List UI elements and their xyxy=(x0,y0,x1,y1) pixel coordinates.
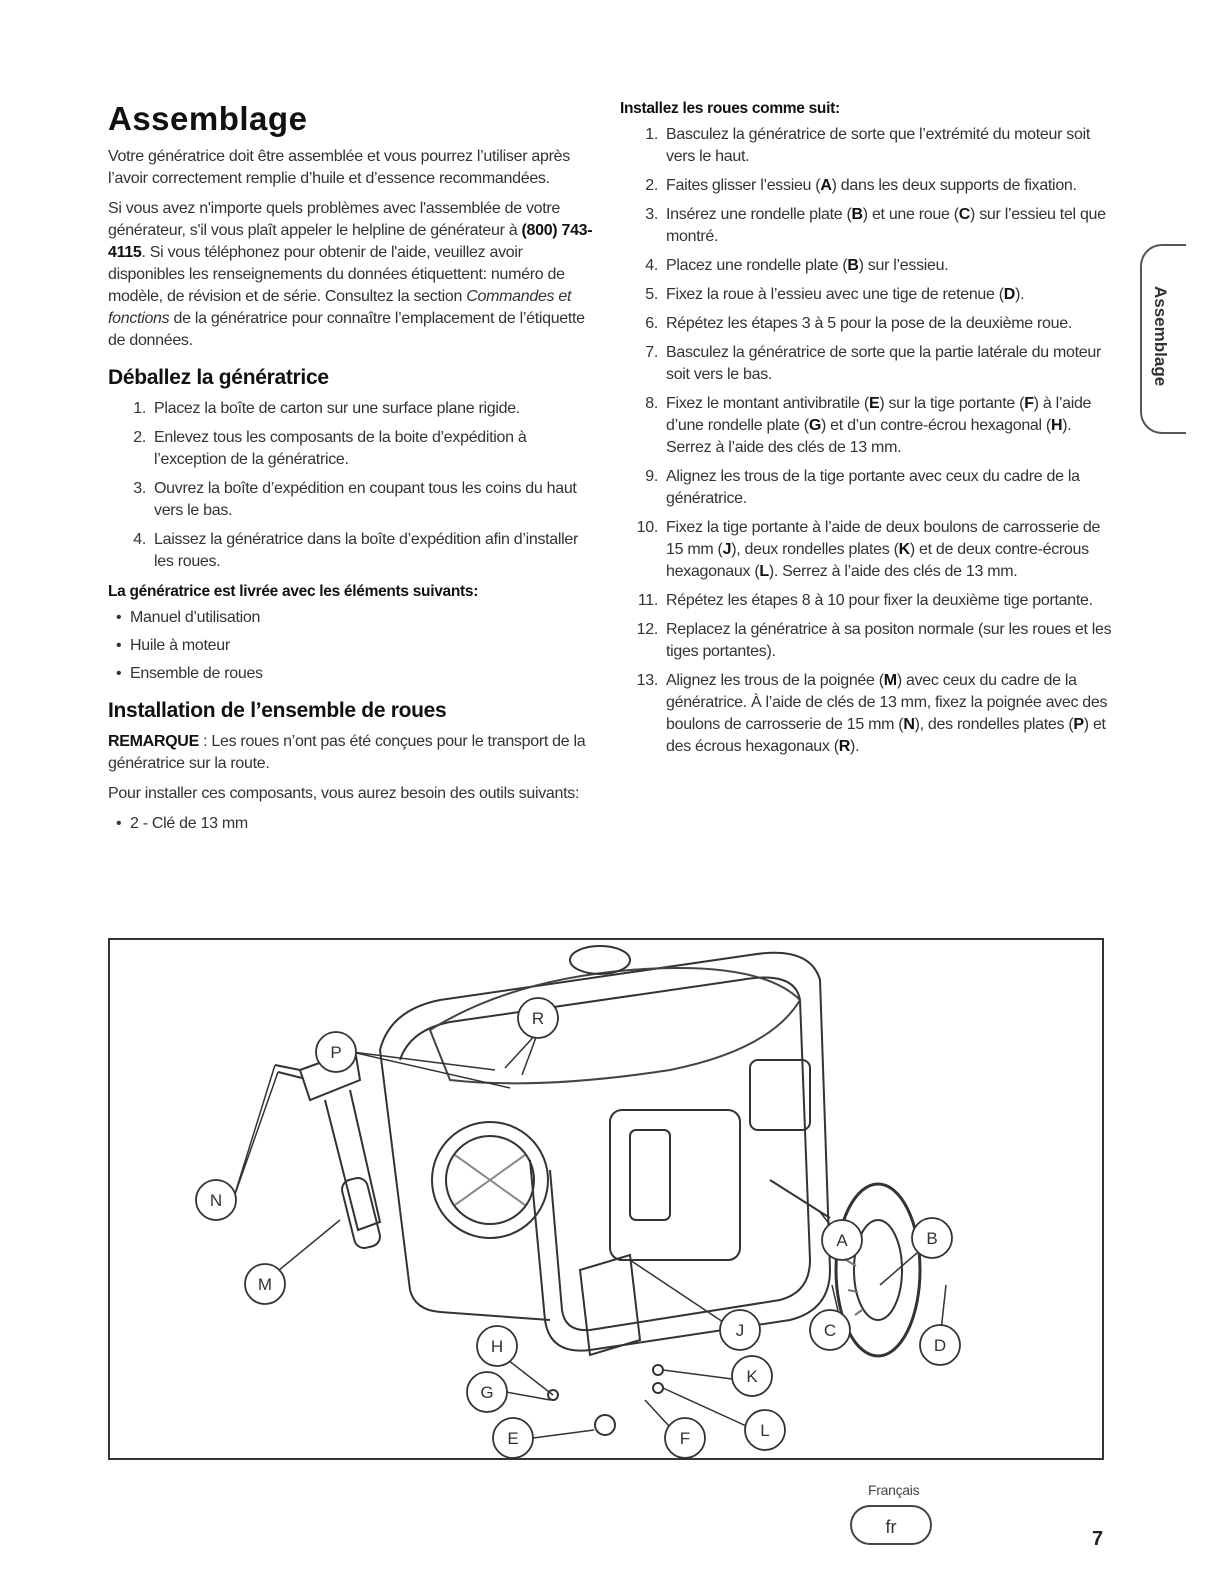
callout-M xyxy=(245,1264,285,1304)
callout-J xyxy=(720,1310,760,1350)
svg-text:E: E xyxy=(507,1429,519,1448)
list-item: 1. Placez la boîte de carton sur une surface plane rigide. xyxy=(133,400,520,417)
list-item: • Manuel d’utilisation xyxy=(108,607,596,629)
note-paragraph: REMARQUE : Les roues n’ont pas été conçues pour le transport de la génératrice sur la route. xyxy=(108,733,586,772)
tools-list xyxy=(108,813,596,835)
callout-A xyxy=(822,1220,862,1260)
list-item: 10. Fixez la tige portante à l’aide de deux boulons de carrosserie de 15 mm (J), deux rondelles plates (K) et de deux contre-écrous hexagonaux (L). Serrez à l’aide des clés de 13 mm. xyxy=(636,519,1101,580)
callout-L xyxy=(745,1410,785,1450)
generator-diagram xyxy=(110,940,1102,1458)
list-item: 7. Basculez la génératrice de sorte que la partie latérale du moteur soit vers le bas. xyxy=(645,344,1101,383)
helpline-paragraph: Si vous avez n'importe quels problèmes avec l'assemblée de votre générateur, s'il vous plaît appeler le helpline de générateur à (800) 743-4115. Si vous téléphonez pour obtenir de l'aide, veuillez avoir disponibles les renseignements du données étiquettent: numéro de modèle, de révision et de série. Consultez la section Commandes et fonctions de la génératrice pour connaître l’emplacement de l’étiquette de données. xyxy=(108,200,593,349)
helpline-phone: (800) 743-4115 xyxy=(108,222,593,261)
fuel-cap xyxy=(570,946,630,974)
callout-E xyxy=(493,1418,533,1458)
list-item: 6. Répétez les étapes 3 à 5 pour la pose de la deuxième roue. xyxy=(645,315,1072,332)
side-tab-label: Assemblage xyxy=(1151,286,1170,387)
list-item: • Huile à moteur xyxy=(108,635,596,657)
svg-text:J: J xyxy=(735,1321,745,1340)
list-item: 12. Replacez la génératrice à sa positon normale (sur les roues et les tiges portantes). xyxy=(636,621,1112,660)
svg-text:B: B xyxy=(926,1229,938,1248)
list-item: 1. Basculez la génératrice de sorte que l’extrémité du moteur soit vers le haut. xyxy=(645,126,1090,165)
callout-G xyxy=(467,1372,507,1412)
svg-text:A: A xyxy=(836,1231,848,1250)
svg-text:H: H xyxy=(490,1337,504,1356)
handle-tube xyxy=(325,1090,380,1230)
list-item: 5. Fixez la roue à l’essieu avec une tige de retenue (D). xyxy=(645,286,1025,303)
frame-tube xyxy=(380,953,830,1351)
list-item: 9. Alignez les trous de la tige portante avec ceux du cadre de la génératrice. xyxy=(645,468,1080,507)
page-title: Assemblage xyxy=(108,100,308,137)
vibration-mount xyxy=(595,1415,615,1435)
callout-C xyxy=(810,1310,850,1350)
callout-H xyxy=(477,1326,517,1366)
svg-text:L: L xyxy=(760,1421,770,1440)
list-item: 8. Fixez le montant antivibratile (E) sur la tige portante (F) à l’aide d’une rondelle plate (G) et d’un contre-écrou hexagonal (H). Serrez à l’aide des clés de 13 mm. xyxy=(645,395,1092,456)
list-item: 4. Laissez la génératrice dans la boîte d’expédition afin d’installer les roues. xyxy=(133,531,579,570)
callout-D xyxy=(920,1325,960,1365)
list-item: 4. Placez une rondelle plate (B) sur l’essieu. xyxy=(645,257,949,274)
right-column xyxy=(620,100,1115,765)
assembly-illustration xyxy=(108,938,1104,1460)
svg-text:C: C xyxy=(823,1321,837,1340)
callout-K xyxy=(732,1356,772,1396)
intro-paragraph: Votre génératrice doit être assemblée et vous pourrez l’utiliser après l’avoir correctement remplie d’huile et d’essence recommandées. xyxy=(108,148,570,187)
list-item: • 2 - Clé de 13 mm xyxy=(108,813,596,835)
list-item: 2. Faites glisser l’essieu (A) dans les deux supports de fixation. xyxy=(645,177,1077,194)
svg-text:P: P xyxy=(330,1043,342,1062)
delivered-heading: La génératrice est livrée avec les éléments suivants: xyxy=(108,583,479,600)
unpack-heading: Déballez la génératrice xyxy=(108,366,329,389)
page-number: 7 xyxy=(1092,1528,1104,1550)
list-item: 3. Ouvrez la boîte d’expédition en coupant tous les coins du haut vers le bas. xyxy=(133,480,577,519)
language-badge: fr xyxy=(850,1505,932,1545)
svg-text:R: R xyxy=(531,1009,545,1028)
svg-text:N: N xyxy=(209,1191,223,1210)
callout-N xyxy=(196,1180,236,1220)
left-column xyxy=(108,100,596,841)
callout-P xyxy=(316,1032,356,1072)
svg-text:M: M xyxy=(257,1275,273,1294)
footer-language: Français xyxy=(868,1482,920,1498)
note-label: REMARQUE xyxy=(108,733,199,750)
wheels-steps-heading: Installez les roues comme suit: xyxy=(620,100,840,117)
support-leg xyxy=(580,1255,640,1355)
svg-text:G: G xyxy=(480,1383,494,1402)
callout-B xyxy=(912,1218,952,1258)
install-heading: Installation de l’ensemble de roues xyxy=(108,699,447,722)
svg-text:F: F xyxy=(679,1429,691,1448)
delivered-list xyxy=(108,607,596,685)
list-item: 13. Alignez les trous de la poignée (M) avec ceux du cadre de la génératrice. À l’aide de clés de 13 mm, fixez la poignée avec des boulons de carrosserie de 15 mm (N), des rondelles plates (P) et des écrous hexagonaux (R). xyxy=(636,672,1108,755)
callout-R xyxy=(518,998,558,1038)
unpack-steps xyxy=(108,398,596,573)
list-item: 11. Répétez les étapes 8 à 10 pour fixer la deuxième tige portante. xyxy=(637,592,1093,609)
wheels-steps xyxy=(620,124,1115,758)
list-item: 3. Insérez une rondelle plate (B) et une roue (C) sur l’essieu tel que montré. xyxy=(645,206,1106,245)
tools-paragraph: Pour installer ces composants, vous aurez besoin des outils suivants: xyxy=(108,785,580,802)
svg-text:D: D xyxy=(933,1336,947,1355)
section-side-tab xyxy=(1140,244,1186,434)
callout-F xyxy=(665,1418,705,1458)
section-reference: Commandes et fonctions xyxy=(108,288,572,327)
svg-text:K: K xyxy=(746,1367,758,1386)
list-item: 2. Enlevez tous les composants de la boite d’expédition à l’exception de la génératrice. xyxy=(133,429,527,468)
list-item: • Ensemble de roues xyxy=(108,663,596,685)
